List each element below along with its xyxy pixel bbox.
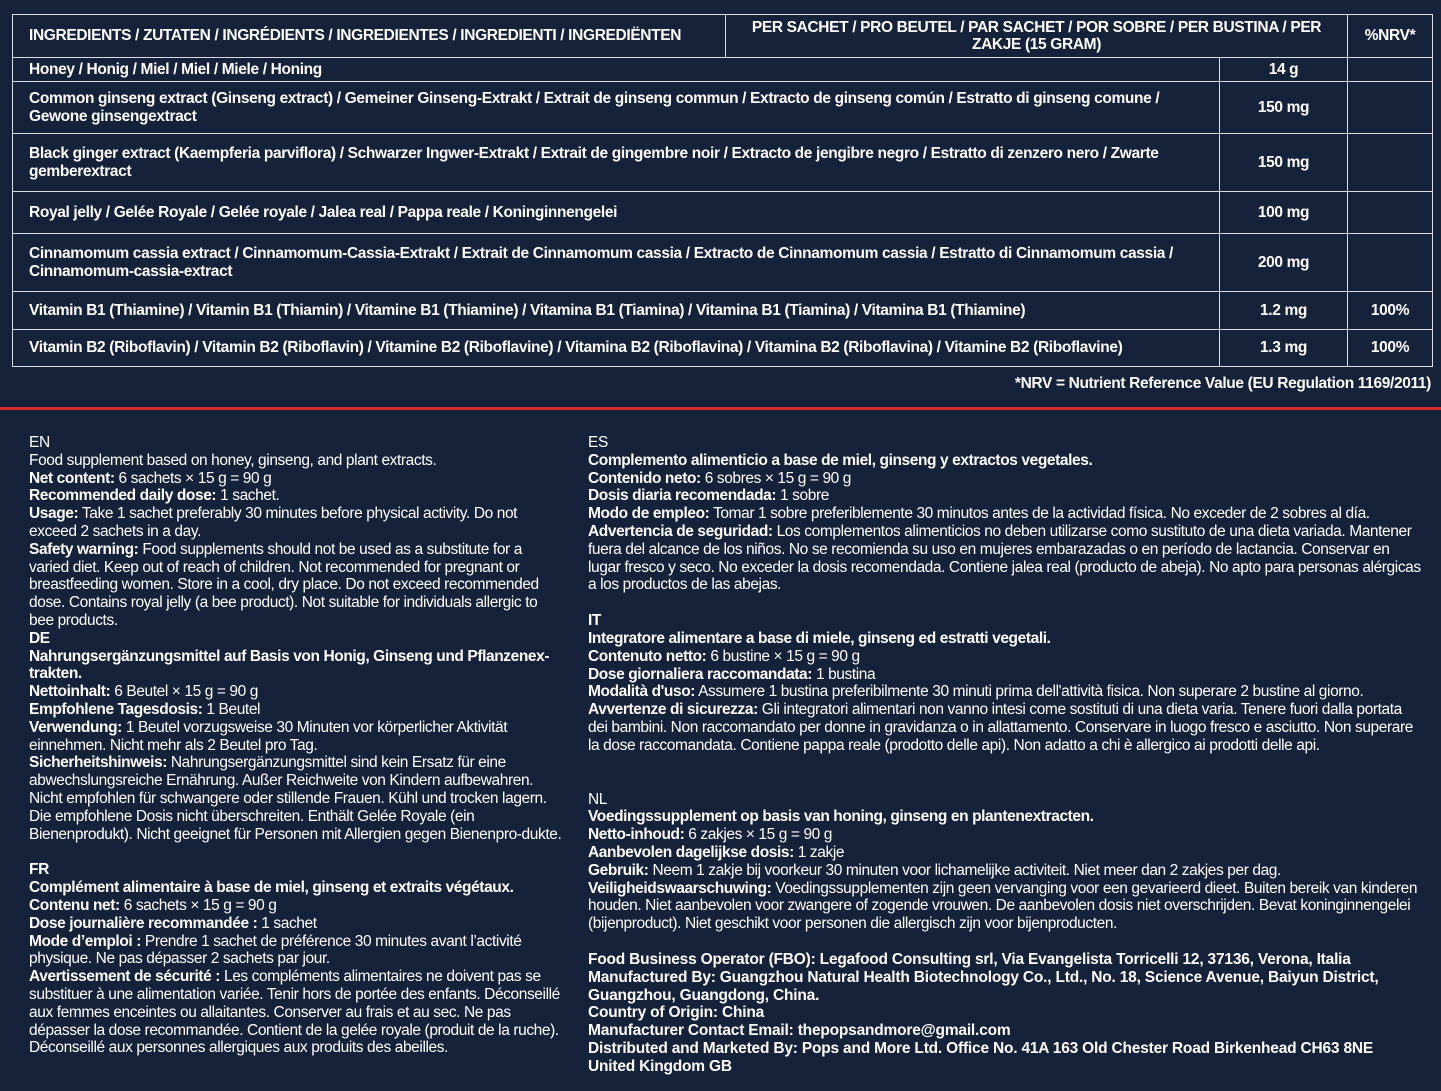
usage-value: 1 Beutel vorzugsweise 30 Minuten vor körperlicher Aktivität einnehmen. Nicht mehr als 2 Beutel pro Tag. (29, 718, 508, 754)
ingredient-name: Cinnamomum cassia extract / Cinnamomum-Cassia-Extrakt / Extrait de Cinnamomum cassia / Extracto de Cinnamomum cassia / Estratto di Cinnamomum cassia / Cinnamomum-cassia-extract (13, 234, 1220, 292)
dose-value: 1 zakje (793, 843, 845, 861)
net-label: Contenuto netto: (588, 647, 707, 665)
ingredient-amount: 14 g (1220, 58, 1348, 82)
header-ingredients: INGREDIENTS / ZUTATEN / INGRÉDIENTS / INGREDIENTES / INGREDIENTI / INGREDIËNTEN (13, 15, 726, 58)
usage-label: Modalità d'uso: (588, 683, 696, 701)
usage-label: Usage: (29, 505, 79, 523)
usage-value: Neem 1 zakje bij voorkeur 30 minuten voor lichamelijke activiteit. Niet meer dan 2 zakjes per dag. (648, 861, 1281, 879)
safety-value: Los complementos alimenticios no deben utilizarse como sustituto de una dieta variada. Mantener fuera del alcance de los niños. No se recomienda su uso en mujeres embarazadas o en período de lactancia. Conservar en lugar fresco y seco. No exceder la dosis recomendada. Contiene jalea real (producto de abeja). No apto para personas alérgicas a los productos de las abejas. (588, 522, 1421, 594)
daily-dose (29, 915, 564, 933)
safety-value: Les compléments alimentaires ne doivent pas se substituer à une alimentation variée. Tenir hors de portée des enfants. Déconseillé aux femmes enceintes ou allaitantes. Conserver au frais et au sec. Ne pas dépasser la dose recommandée. Contient de la gelée royale (produit de la ruche). Déconseillé aux personnes allergiques aux produits des abeilles. (29, 968, 560, 1057)
ingredient-name: Common ginseng extract (Ginseng extract) / Gemeiner Ginseng-Extrakt / Extrait de ginseng commun / Extracto de ginseng común / Estratto di ginseng comune / Gewone ginsengextract (13, 82, 1220, 134)
spacer (588, 933, 1423, 951)
dose-label: Dose journalière recommandée : (29, 914, 258, 932)
spacer (588, 755, 1423, 773)
section-de (29, 630, 564, 844)
net-label: Net content: (29, 469, 115, 487)
ingredient-name: Royal jelly / Gelée Royale / Gelée royale / Jalea real / Pappa reale / Koninginnengelei (13, 192, 1220, 234)
spacer (588, 773, 1423, 791)
table-row (13, 58, 1433, 82)
language-code: DE (29, 629, 50, 647)
net-value: 6 zakjes × 15 g = 90 g (684, 826, 833, 844)
table-row (13, 330, 1433, 367)
dose-label: Dosis diaria recomendada: (588, 487, 777, 505)
daily-dose (29, 487, 564, 505)
net-content (588, 826, 1423, 844)
spacer (588, 594, 1423, 612)
daily-dose (29, 701, 564, 719)
safety-value: Food supplements should not be used as a substitute for a varied diet. Keep out of reach of children. Not recommended for pregnant or breastfeeding women. Store in a cool, dry place. Do not exceed recommended dose. Contains royal jelly (a bee product). Not suitable for individuals allergic to bee products. (29, 540, 539, 629)
fbo-line: Food Business Operator (FBO): Legafood Consulting srl, Via Evangelista Torricelli 12, 37136, Verona, Italia (588, 950, 1351, 968)
usage-label: Modo de empleo: (588, 505, 710, 523)
table-row (13, 292, 1433, 330)
usage-value: Tomar 1 sobre preferiblemente 30 minutos antes de la actividad física. No exceder de 2 sobres al día. (709, 505, 1370, 523)
table-row (13, 192, 1433, 234)
daily-dose (588, 487, 1423, 505)
safety-warning (588, 701, 1423, 754)
dose-value: 1 bustina (812, 665, 876, 683)
net-content (29, 683, 564, 701)
ingredient-nrv (1348, 134, 1433, 192)
net-label: Netto-inhoud: (588, 826, 685, 844)
safety-label: Avvertenze di sicurezza: (588, 701, 758, 719)
usage-label: Mode d’emploi : (29, 932, 141, 950)
usage (588, 862, 1423, 880)
product-description: Food supplement based on honey, ginseng, and plant extracts. (29, 451, 437, 469)
net-content (29, 897, 564, 915)
net-label: Nettoinhalt: (29, 683, 111, 701)
table-row (13, 234, 1433, 292)
safety-label: Advertencia de seguridad: (588, 522, 773, 540)
ingredient-nrv (1348, 234, 1433, 292)
left-column (29, 434, 564, 1057)
language-code: FR (29, 861, 49, 879)
net-value: 6 sachets × 15 g = 90 g (119, 896, 277, 914)
distributor-line: Distributed and Marketed By: Pops and More Ltd. Office No. 41A 163 Old Chester Road Birkenhead CH63 8NE United Kingdom GB (588, 1039, 1373, 1075)
safety-warning (29, 541, 564, 630)
usage-label: Verwendung: (29, 718, 122, 736)
section-es (588, 434, 1423, 594)
usage-value: Take 1 sachet preferably 30 minutes before physical activity. Do not exceed 2 sachets in a day. (29, 505, 518, 540)
spacer (29, 843, 564, 861)
company-info (588, 951, 1423, 1076)
ingredient-amount: 150 mg (1220, 82, 1348, 134)
net-value: 6 sachets × 15 g = 90 g (114, 469, 272, 487)
section-en (29, 434, 564, 630)
daily-dose (588, 666, 1423, 684)
language-code: ES (588, 434, 608, 451)
safety-warning (588, 523, 1423, 594)
net-value: 6 Beutel × 15 g = 90 g (110, 683, 258, 701)
safety-label: Avertissement de sécurité : (29, 968, 221, 986)
section-nl (588, 791, 1423, 933)
ingredient-name: Honey / Honig / Miel / Miel / Miele / Honing (13, 58, 1220, 82)
safety-value: Gli integratori alimentari non vanno intesi come sostituti di una dieta varia. Tenere fuori dalla portata dei bambini. Non raccomandato per donne in gravidanza o in allattamento. Conservare in luogo fresco e asciutto. Non superare la dose raccomandata. Contiene pappa reale (prodotto delle api). Non adatto a chi è allergico ai prodotti delle api. (588, 701, 1413, 754)
product-description: Complément alimentaire à base de miel, ginseng et extraits végétaux. (29, 879, 514, 897)
net-label: Contenu net: (29, 896, 120, 914)
usage (588, 683, 1423, 701)
safety-warning (588, 880, 1423, 933)
right-column (588, 434, 1423, 1076)
safety-label: Sicherheitshinweis: (29, 754, 167, 772)
ingredient-name: Vitamin B1 (Thiamine) / Vitamin B1 (Thiamin) / Vitamine B1 (Thiamine) / Vitamina B1 (Tiamina) / Vitamina B1 (Tiamina) / Vitamina B1 (Thiamine) (13, 292, 1220, 330)
language-code: IT (588, 612, 601, 630)
net-content (29, 470, 564, 488)
table-row (13, 134, 1433, 192)
usage-label: Gebruik: (588, 861, 649, 879)
product-description: Complemento alimenticio a base de miel, ginseng y extractos vegetales. (588, 451, 1093, 469)
language-code: NL (588, 790, 608, 808)
nrv-footnote: *NRV = Nutrient Reference Value (EU Regulation 1169/2011) (1014, 375, 1431, 392)
product-description: Nahrungsergänzungsmittel auf Basis von Honig, Ginseng und Pflanzenex-trakten. (29, 647, 550, 683)
usage (588, 505, 1423, 523)
section-divider (0, 407, 1441, 410)
safety-label: Veiligheidswaarschuwing: (588, 879, 772, 897)
ingredient-name: Vitamin B2 (Riboflavin) / Vitamin B2 (Riboflavin) / Vitamine B2 (Riboflavine) / Vitamina B2 (Riboflavina) / Vitamina B2 (Riboflavina) / Vitamine B2 (Riboflavine) (13, 330, 1220, 367)
safety-value: Nahrungsergänzungsmittel sind kein Ersatz für eine abwechslungsreiche Ernährung. Außer Reichweite von Kindern aufbewahren. Nicht empfohlen für schwangere oder stillende Frauen. Kühl und trocken lagern. Die empfohlene Dosis nicht überschreiten. Enthält Gelée Royale (ein Bienenprodukt). Nicht geeignet für Personen mit Allergien gegen Bienenpro-dukte. (29, 754, 562, 843)
ingredient-amount: 1.3 mg (1220, 330, 1348, 367)
daily-dose (588, 844, 1423, 862)
safety-warning (29, 968, 564, 1057)
net-value: 6 sobres × 15 g = 90 g (700, 469, 852, 487)
usage-value: Prendre 1 sachet de préférence 30 minutes avant l’activité physique. Ne pas dépasser 2 sachets par jour. (29, 932, 522, 968)
manufacturer-line: Manufactured By: Guangzhou Natural Health Biotechnology Co., Ltd., No. 18, Science Avenue, Baiyun District, Guangzhou, Guangdong, China. (588, 968, 1379, 1004)
header-per-sachet: PER SACHET / PRO BEUTEL / PAR SACHET / POR SOBRE / PER BUSTINA / PER ZAKJE (15 GRAM) (726, 15, 1348, 58)
dose-label: Aanbevolen dagelijkse dosis: (588, 843, 794, 861)
usage (29, 933, 564, 969)
ingredient-amount: 100 mg (1220, 192, 1348, 234)
language-code: EN (29, 434, 50, 451)
dose-value: 1 Beutel (202, 700, 261, 718)
dose-value: 1 sachet. (216, 487, 280, 505)
origin-line: Country of Origin: China (588, 1004, 765, 1022)
dose-label: Dose giornaliera raccomandata: (588, 665, 813, 683)
ingredient-nrv (1348, 192, 1433, 234)
dose-value: 1 sobre (776, 487, 829, 505)
nutrition-table (12, 14, 1433, 367)
net-content (588, 470, 1423, 488)
dose-label: Recommended daily dose: (29, 487, 217, 505)
table-header-row (13, 15, 1433, 58)
contact-line: Manufacturer Contact Email: thepopsandmore@gmail.com (588, 1022, 1011, 1040)
product-description: Voedingssupplement op basis van honing, ginseng en plantenextracten. (588, 808, 1094, 826)
section-it (588, 612, 1423, 754)
safety-label: Safety warning: (29, 540, 139, 558)
net-content (588, 648, 1423, 666)
safety-value: Voedingssupplementen zijn geen vervanging voor een gevarieerd dieet. Buiten bereik van kinderen houden. Niet aanbevolen voor zwangere of zogende vrouwen. De aanbevolen dosis niet overschrijden. Bevat koninginnengelei (bijenproduct). Niet geschikt voor personen die allergisch zijn voor bijenproducten. (588, 879, 1418, 933)
header-nrv: %NRV* (1348, 15, 1433, 58)
product-description: Integratore alimentare a base di miele, ginseng ed estratti vegetali. (588, 629, 1051, 647)
ingredient-nrv (1348, 58, 1433, 82)
table-row (13, 82, 1433, 134)
usage (29, 505, 564, 541)
ingredient-nrv: 100% (1348, 292, 1433, 330)
dose-value: 1 sachet (257, 914, 317, 932)
ingredient-name: Black ginger extract (Kaempferia parviflora) / Schwarzer Ingwer-Extrakt / Extrait de gingembre noir / Extracto de jengibre negro / Estratto di zenzero nero / Zwarte gemberextract (13, 134, 1220, 192)
ingredient-nrv: 100% (1348, 330, 1433, 367)
dose-label: Empfohlene Tagesdosis: (29, 700, 203, 718)
usage (29, 719, 564, 755)
ingredient-amount: 1.2 mg (1220, 292, 1348, 330)
usage-value: Assumere 1 bustina preferibilmente 30 minuti prima dell'attività fisica. Non superare 2 bustine al giorno. (695, 683, 1364, 701)
ingredient-amount: 150 mg (1220, 134, 1348, 192)
ingredient-nrv (1348, 82, 1433, 134)
net-label: Contenido neto: (588, 469, 701, 487)
net-value: 6 bustine × 15 g = 90 g (706, 647, 860, 665)
safety-warning (29, 754, 564, 843)
section-fr (29, 861, 564, 1057)
ingredient-amount: 200 mg (1220, 234, 1348, 292)
